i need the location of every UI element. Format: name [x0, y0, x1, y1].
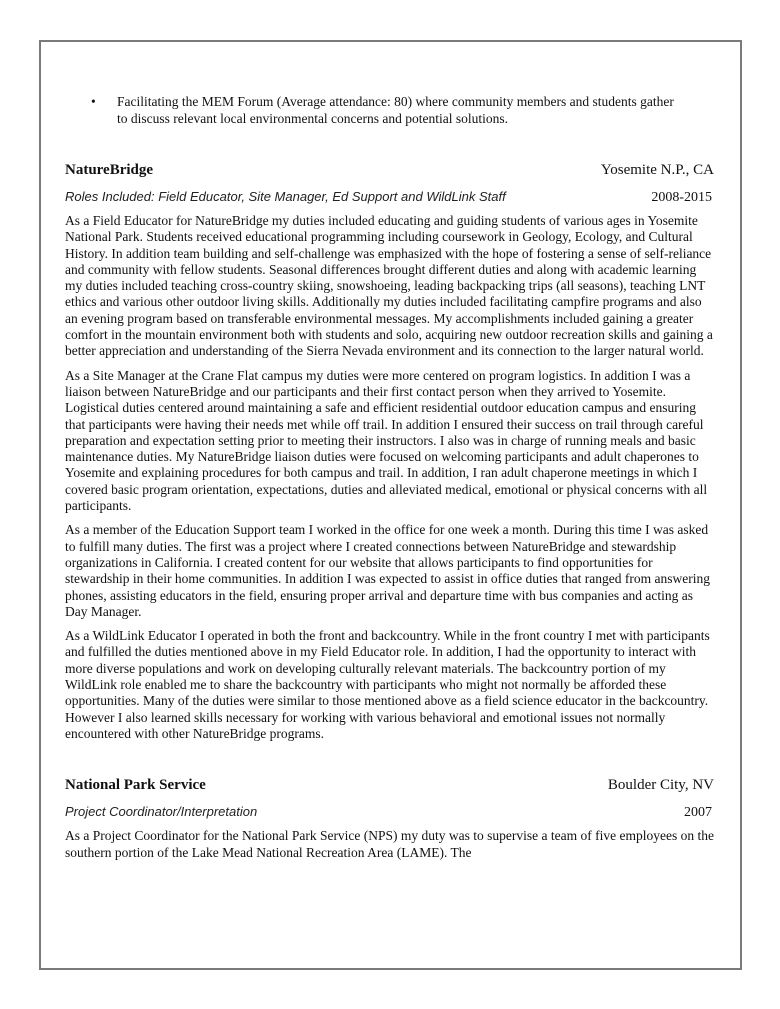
role-dates: 2007 — [684, 805, 712, 821]
bullet-text: Facilitating the MEM Forum (Average attendance: 80) where community members and students gather to discuss relevant local environmental concerns and potential solutions. — [117, 94, 674, 126]
role-dates: 2008-2015 — [651, 190, 712, 205]
experience-paragraph-education-support: As a member of the Education Support team I worked in the office for one week a month. During this time I was asked to fulfill many duties. The first was a project where I created connections between NatureBridge and stewardship organizations in California. I created content for our website that allows participants to find opportunities for stewardship in their home communities. In addition I was expected to assist in office duties that ranged from answering phones, assisting educators in the field, ensuring proper arrival and departure time with bus companies and acting as Day Manager. — [65, 522, 710, 619]
experience-paragraph-project-coordinator: As a Project Coordinator for the National Park Service (NPS) my duty was to supervise a team of five employees on the southern portion of the Lake Mead National Recreation Area (LAME). The — [65, 828, 714, 860]
org-location: Yosemite N.P., CA — [600, 162, 714, 178]
org-row — [65, 776, 714, 794]
org-name: NatureBridge — [65, 162, 154, 178]
role-row — [65, 803, 714, 821]
experience-section-naturebridge — [65, 161, 714, 742]
bullet-item — [91, 94, 714, 127]
org-location: Boulder City, NV — [607, 777, 714, 794]
role-title: Roles Included: Field Educator, Site Manager, Ed Support and WildLink Staff — [65, 189, 506, 204]
role-title: Project Coordinator/Interpretation — [65, 804, 258, 820]
org-name: National Park Service — [65, 777, 206, 794]
role-row — [65, 188, 714, 206]
bullet-marker: • — [91, 94, 96, 109]
experience-section-nps — [65, 776, 714, 861]
resume-page-content — [41, 42, 740, 861]
experience-paragraph-field-educator: As a Field Educator for NatureBridge my duties included educating and guiding students of various ages in Yosemite National Park. Students received educational programming including coursework in Geology, Ecology, and Cultural History. In addition team building and self-challenge was emphasized with the hope of fostering a sense of self-reliance and community with fellow students. Seasonal differences brought different duties and along with academic learning my duties included teaching cross-country skiing, snowshoeing, leading backpacking trips (all seasons), teaching LNT ethics and various other outdoor living skills. Additionally my duties included facilitating campfire programs and also an evening program based on transferable environmental messages. My accomplishments included gaining a greater comfort in the mountain environment both with students and solo, acquiring new outdoor recreation skills and gaining a better appreciation and understanding of the Sierra Nevada environment and its connection to the larger natural world. — [65, 213, 713, 359]
org-row — [65, 161, 714, 179]
resume-page — [39, 40, 742, 970]
experience-paragraph-site-manager: As a Site Manager at the Crane Flat campus my duties were more centered on program logistics. In addition I was a liaison between NatureBridge and our participants and their first contact person when they arrived to Yosemite. Logistical duties centered around maintaining a safe and efficient residential outdoor education campus and ensuring that participants were having their needs met while off trail. In addition I ensured their success on trail through careful preparation and expectation setting prior to meeting their instructors. I also was in charge of running meals and basic maintenance duties. My NatureBridge liaison duties were focused on welcoming participants and adult chaperones to Yosemite and explaining procedures for both campus and trail. In addition, I ran adult chaperone meetings in which I covered basic program orientation, expectations, duties and alleviated medical, emotional or physical concerns with all participants. — [65, 367, 708, 514]
experience-paragraph-wildlink: As a WildLink Educator I operated in both the front and backcountry. While in the front country I met with participants and fulfilled the duties mentioned above in my Field Educator role. In addition, I had the opportunity to interact with more diverse populations and work on developing culturally relevant materials. The backcountry portion of my WildLink role enabled me to share the backcountry with participants who might not normally be afforded these opportunities. Many of the duties were similar to those mentioned above as a field science educator in the backcountry. However I also learned skills necessary for working with various behavioral and emotional issues not normally encountered with other NatureBridge programs. — [65, 628, 710, 741]
